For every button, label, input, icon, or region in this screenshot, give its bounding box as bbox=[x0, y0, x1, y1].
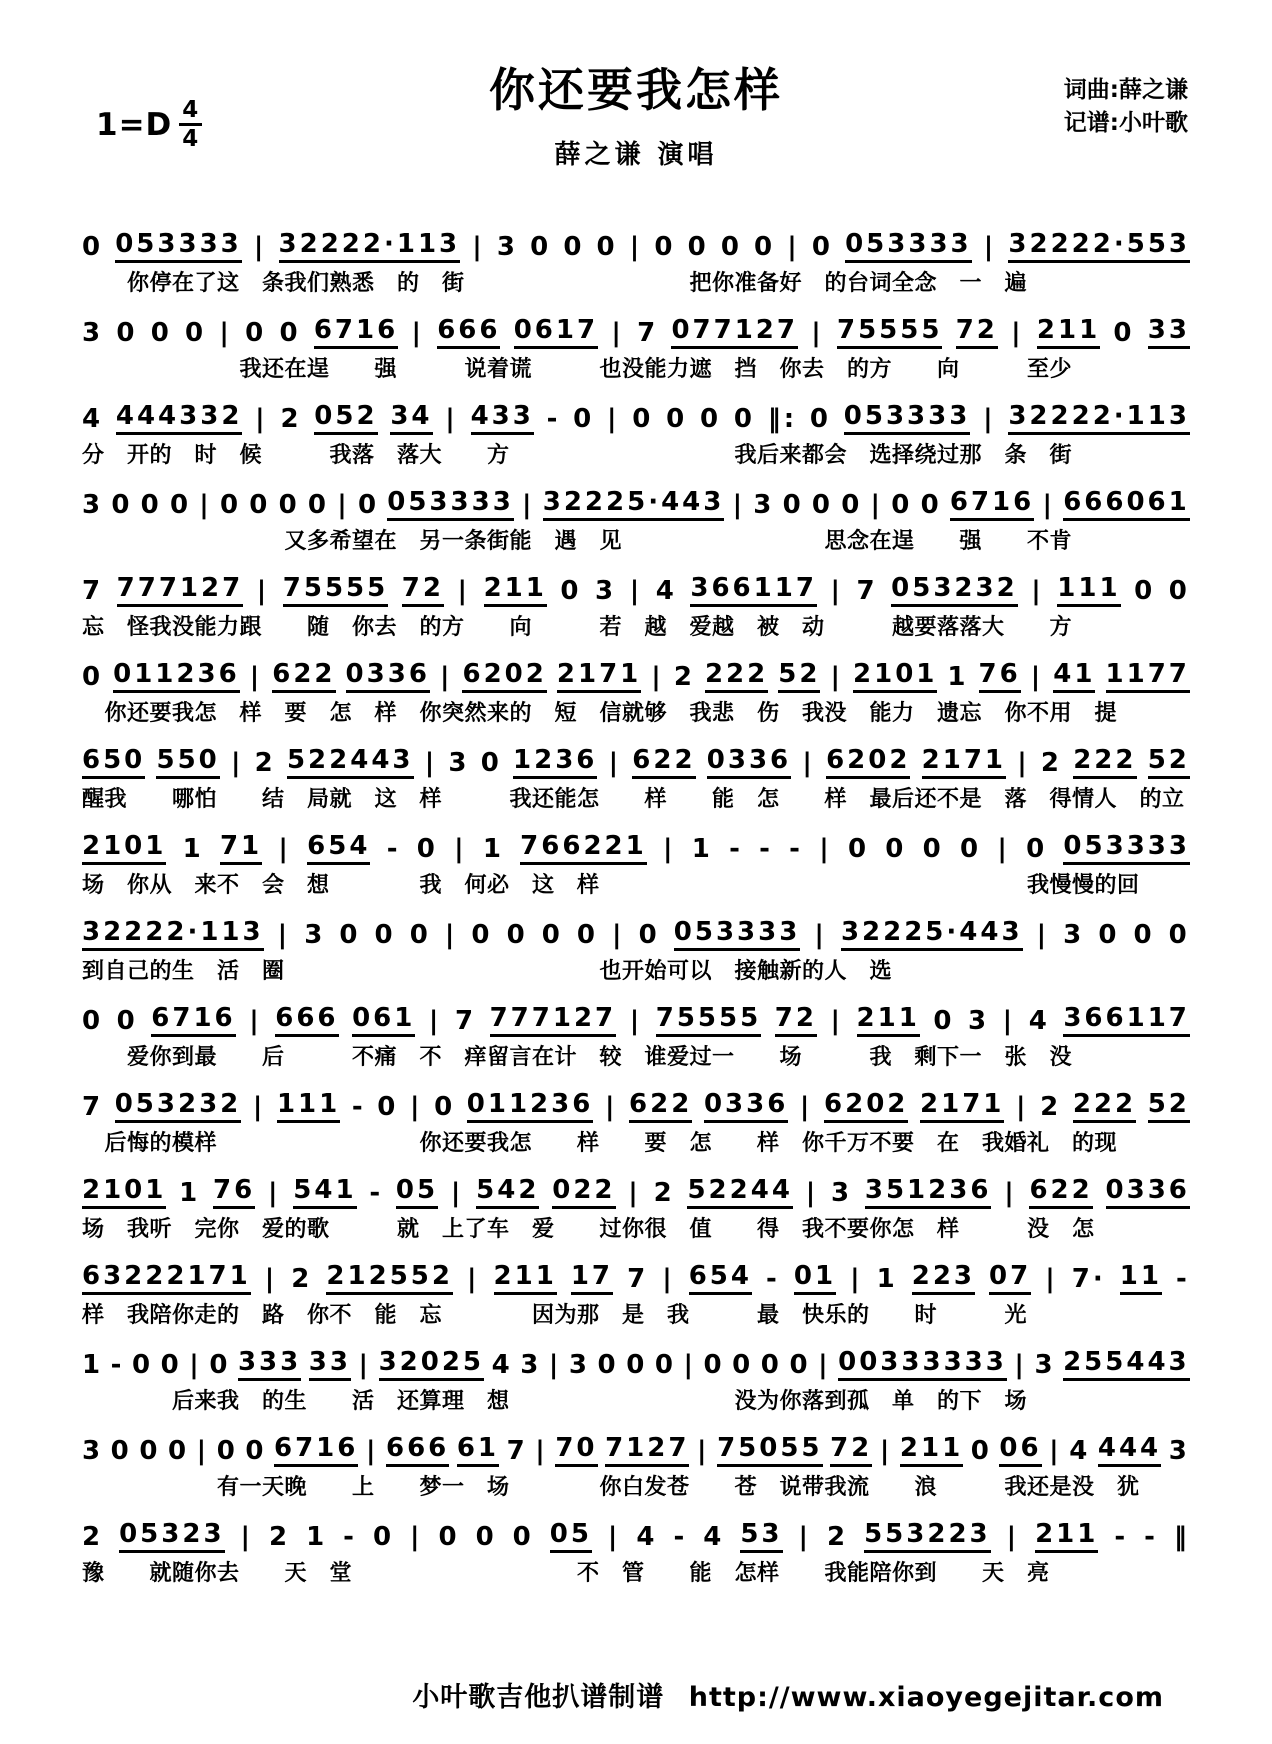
lyrics-line: 场 我听 完你 爱的歌 就 上了车 爱 过你很 值 得 我不要你怎 样 没 怎 bbox=[82, 1217, 1095, 1242]
notation-system bbox=[82, 1248, 1190, 1334]
lyrics-line: 场 你从 来不 会 想 我 何必 这 样 我慢慢的回 bbox=[82, 873, 1140, 898]
notes-line: 7 053232 | 111 - 0 | 0 011236 | 622 0336 | 6202 2171 | 2 222 52 bbox=[82, 1089, 1190, 1122]
notes-line: 3 0 0 0 | 0 0 6716 | 666 61 7 | 70 7127 | 75055 72 | 211 0 06 | 4 444 3 bbox=[82, 1433, 1190, 1466]
notes-line: 32222·113 | 3 0 0 0 | 0 0 0 0 | 0 053333 | 32225·443 | 3 0 0 0 bbox=[82, 917, 1190, 950]
lyrics-line: 又多希望在 另一条街能 遇 见 思念在逞 强 不肯 bbox=[82, 529, 1073, 554]
time-signature-denominator: 4 bbox=[182, 126, 200, 153]
lyrics-line: 忘 怪我没能力跟 随 你去 的方 向 若 越 爱越 被 动 越要落落大 方 bbox=[82, 615, 1073, 640]
notation-system bbox=[82, 388, 1190, 474]
notation-system bbox=[82, 904, 1190, 990]
notation-system bbox=[82, 1334, 1190, 1420]
lyrics-line: 你还要我怎 样 要 怎 样 你突然来的 短 信就够 我悲 伤 我没 能力 遗忘 你不用 提 bbox=[82, 701, 1118, 726]
notation-system bbox=[82, 1162, 1190, 1248]
notes-line: 3 0 0 0 | 0 0 0 0 | 0 053333 | 32225·443 | 3 0 0 0 | 0 0 6716 | 666061 bbox=[82, 487, 1190, 520]
credits-block bbox=[1064, 74, 1188, 141]
notation-system bbox=[82, 990, 1190, 1076]
lyrics-line: 后来我 的生 活 还算理 想 没为你落到孤 单 的下 场 bbox=[82, 1389, 1028, 1414]
footer-studio: 小叶歌吉他扒谱制谱 bbox=[412, 1682, 665, 1713]
lyrics-line: 样 我陪你走的 路 你不 能 忘 因为那 是 我 最 快乐的 时 光 bbox=[82, 1303, 1028, 1328]
lyrics-line: 有一天晚 上 梦一 场 你白发苍 苍 说带我流 浪 我还是没 犹 bbox=[82, 1475, 1140, 1500]
notation-system bbox=[82, 1506, 1190, 1592]
notes-line: 2 05323 | 2 1 - 0 | 0 0 0 05 | 4 - 4 53 | 2 553223 | 211 - - ‖ bbox=[82, 1519, 1190, 1552]
notation-system bbox=[82, 1076, 1190, 1162]
notation-system bbox=[82, 818, 1190, 904]
page-title: 你还要我怎样 bbox=[489, 63, 783, 117]
score-footer bbox=[0, 1675, 1272, 1714]
footer-url: http://www.xiaoyegejitar.com bbox=[688, 1682, 1164, 1713]
notation-system bbox=[82, 474, 1190, 560]
notes-line: 4 444332 | 2 052 34 | 433 - 0 | 0 0 0 0 ‖: 0 053333 | 32222·113 bbox=[82, 401, 1190, 434]
notes-line: 7 777127 | 75555 72 | 211 0 3 | 4 366117 | 7 053232 | 111 0 0 bbox=[82, 573, 1190, 606]
notes-line: 0 011236 | 622 0336 | 6202 2171 | 2 222 52 | 2101 1 76 | 41 1177 bbox=[82, 659, 1190, 692]
notation-system bbox=[82, 216, 1190, 302]
notes-line: 63222171 | 2 212552 | 211 17 7 | 654 - 01 | 1 223 07 | 7· 11 - bbox=[82, 1261, 1190, 1294]
performer-line: 薛之谦 演唱 bbox=[554, 140, 718, 170]
notes-line: 0 053333 | 32222·113 | 3 0 0 0 | 0 0 0 0 | 0 053333 | 32222·553 bbox=[82, 229, 1190, 262]
lyrics-line: 醒我 哪怕 结 局就 这 样 我还能怎 样 能 怎 样 最后还不是 落 得情人 的立 bbox=[82, 787, 1185, 812]
credit-composer: 词曲:薛之谦 bbox=[1063, 77, 1188, 103]
notes-line: 3 0 0 0 | 0 0 6716 | 666 0617 | 7 077127 | 75555 72 | 211 0 33 bbox=[82, 315, 1190, 348]
lyrics-line: 你停在了这 条我们熟悉 的 街 把你准备好 的台词全念 一 遍 bbox=[82, 271, 1028, 296]
notes-line: 650 550 | 2 522443 | 3 0 1236 | 622 0336 | 6202 2171 | 2 222 52 bbox=[82, 745, 1190, 778]
lyrics-line: 后悔的模样 你还要我怎 样 要 怎 样 你千万不要 在 我婚礼 的现 bbox=[82, 1131, 1118, 1156]
lyrics-line: 我还在逞 强 说着谎 也没能力遮 挡 你去 的方 向 至少 bbox=[82, 357, 1073, 382]
lyrics-line: 分 开的 时 候 我落 落大 方 我后来都会 选择绕过那 条 街 bbox=[82, 443, 1073, 468]
score-header bbox=[82, 52, 1190, 202]
notation-system bbox=[82, 560, 1190, 646]
notation-system bbox=[82, 732, 1190, 818]
credit-transcriber: 记谱:小叶歌 bbox=[1063, 110, 1188, 137]
notes-line: 2101 1 76 | 541 - 05 | 542 022 | 2 52244 | 3 351236 | 622 0336 bbox=[82, 1175, 1190, 1208]
key-signature-text: 1=D bbox=[96, 106, 173, 143]
notation-system bbox=[82, 1420, 1190, 1506]
notes-line: 0 0 6716 | 666 061 | 7 777127 | 75555 72 | 211 0 3 | 4 366117 bbox=[82, 1003, 1190, 1036]
notation-system bbox=[82, 646, 1190, 732]
notes-line: 1 - 0 0 | 0 333 33 | 32025 4 3 | 3 0 0 0 | 0 0 0 0 | 00333333 | 3 255443 bbox=[82, 1347, 1190, 1380]
notation-system bbox=[82, 302, 1190, 388]
lyrics-line: 豫 就随你去 天 堂 不 管 能 怎样 我能陪你到 天 亮 bbox=[82, 1561, 1050, 1586]
time-signature bbox=[179, 98, 202, 151]
notes-line: 2101 1 71 | 654 - 0 | 1 766221 | 1 - - - | 0 0 0 0 | 0 053333 bbox=[82, 831, 1190, 864]
lyrics-line: 到自己的生 活 圈 也开始可以 接触新的人 选 bbox=[82, 959, 893, 984]
key-signature bbox=[96, 98, 202, 151]
lyrics-line: 爱你到最 后 不痛 不 痒留言在计 较 谁爱过一 场 我 剩下一 张 没 bbox=[82, 1045, 1073, 1070]
score-body bbox=[82, 216, 1190, 1592]
time-signature-numerator: 4 bbox=[179, 98, 202, 126]
